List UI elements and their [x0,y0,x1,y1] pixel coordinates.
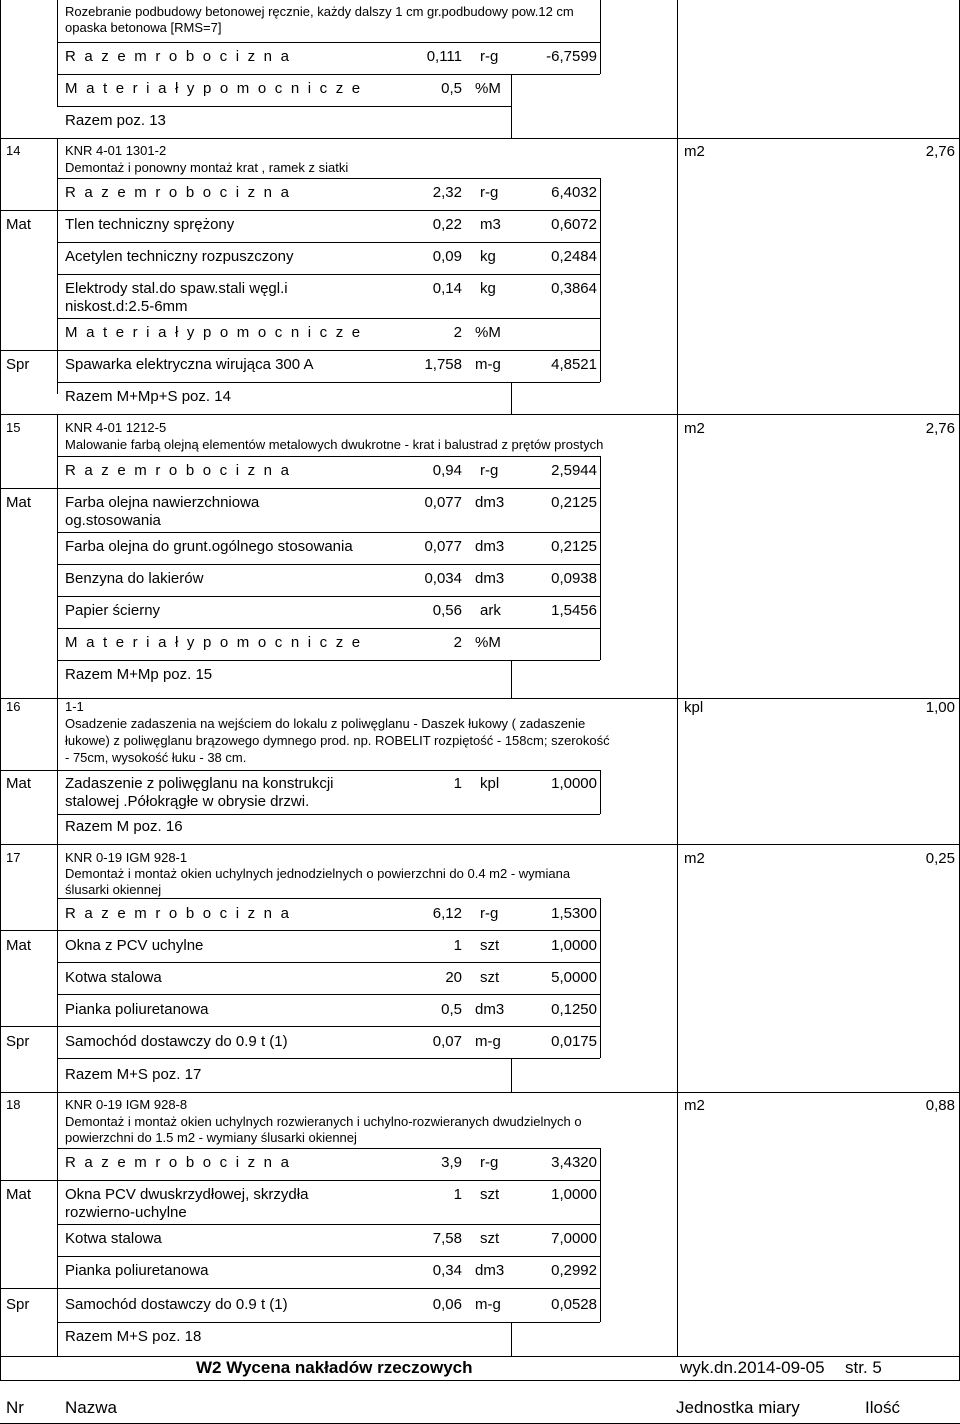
material-value: 1,0000 [551,937,597,954]
material-name: Zadaszenie z poliwęglanu na konstrukcji [65,775,334,792]
position-description: ślusarki okiennej [65,882,162,897]
labor-value: 1,5300 [551,905,597,922]
position-description: - 75cm, wysokość łuku - 38 cm. [65,750,247,765]
material-norm: 0,56 [432,602,462,619]
labor-total-label: R a z e m r o b o c i z n a [65,905,292,922]
material-norm: 0,14 [432,280,462,297]
material-name: stalowej .Półokrągłe w obrysie drzwi. [65,793,310,810]
material-name: Tlen techniczny sprężony [65,216,235,233]
position-total: Razem poz. 13 [65,112,166,129]
equipment-norm: 0,07 [432,1033,462,1050]
aux-materials-label: M a t e r i a ł y p o m o c n i c z e [65,634,363,651]
material-name: Elektrody stal.do spaw.stali węgl.i [65,280,288,297]
material-tag: Mat [6,1186,32,1203]
footer-date: wyk.dn.2014-09-05 [680,1358,825,1377]
material-norm: 0,077 [424,494,462,511]
column-header-unit: Jednostka miary [676,1398,800,1417]
material-value: 0,2484 [551,248,597,265]
position-code: KNR 4-01 1212-5 [65,420,167,435]
aux-materials-unit: %M [475,80,501,97]
equipment-value: 4,8521 [551,356,597,373]
material-norm: 0,5 [441,1001,462,1018]
position-total: Razem M+S poz. 17 [65,1066,202,1083]
material-value: 0,1250 [551,1001,597,1018]
labor-value: 6,4032 [551,184,597,201]
material-name: Pianka poliuretanowa [65,1262,209,1279]
equipment-value: 0,0528 [551,1296,597,1313]
position-unit: m2 [684,1097,705,1114]
position-quantity: 0,25 [925,850,955,867]
position-total: Razem M+Mp+S poz. 14 [65,388,231,405]
column-header-quantity: Ilość [865,1398,900,1417]
labor-unit: r-g [480,462,499,479]
position-number: 14 [6,143,21,158]
position-description: Demontaż i ponowny montaż krat , ramek z siatki [65,160,349,175]
equipment-name: Spawarka elektryczna wirująca 300 A [65,356,314,373]
equipment-tag: Spr [6,1033,30,1050]
material-name: Okna PCV dwuskrzydłowej, skrzydła [65,1186,309,1203]
labor-value: 3,4320 [551,1154,597,1171]
aux-materials-unit: %M [475,634,501,651]
equipment-norm: 0,06 [432,1296,462,1313]
labor-unit: r-g [480,1154,499,1171]
material-value: 0,2992 [551,1262,597,1279]
labor-unit: r-g [480,48,499,65]
position-total: Razem M+Mp poz. 15 [65,666,213,683]
position-quantity: 1,00 [925,699,955,716]
material-unit: dm3 [475,1001,505,1018]
labor-norm: 2,32 [432,184,462,201]
material-name: rozwierno-uchylne [65,1204,187,1221]
position-description: łukowe) z poliwęglanu brązowego dymnego prod. np. ROBELIT rozpiętość - 158cm; szerokość [65,733,610,748]
equipment-unit: m-g [475,356,501,373]
material-unit: ark [480,602,501,619]
material-value: 7,0000 [551,1230,597,1247]
material-tag: Mat [6,775,32,792]
labor-total-label: R a z e m r o b o c i z n a [65,48,292,65]
column-header-nr: Nr [6,1398,24,1417]
position-total: Razem M poz. 16 [65,818,183,835]
position-description: Malowanie farbą olejną elementów metalowych dwukrotne - krat i balustrad z prętów prostych [65,437,604,452]
labor-unit: r-g [480,184,499,201]
position-unit: m2 [684,143,705,160]
material-unit: dm3 [475,1262,505,1279]
material-tag: Mat [6,937,32,954]
material-name: Okna z PCV uchylne [65,937,204,954]
material-unit: dm3 [475,494,505,511]
position-number: 18 [6,1097,21,1112]
material-norm: 0,077 [424,538,462,555]
description-line: Rozebranie podbudowy betonowej ręcznie, każdy dalszy 1 cm gr.podbudowy pow.12 cm [65,4,574,19]
position-number: 16 [6,699,21,714]
position-code: KNR 0-19 IGM 928-1 [65,850,188,865]
material-tag: Mat [6,216,32,233]
labor-total-label: R a z e m r o b o c i z n a [65,1154,292,1171]
labor-norm: 0,111 [426,48,462,65]
material-value: 0,6072 [551,216,597,233]
position-unit: kpl [684,699,704,716]
position-unit: m2 [684,420,705,437]
material-unit: szt [480,969,500,986]
position-quantity: 0,88 [925,1097,955,1114]
material-name: Papier ścierny [65,602,161,619]
position-number: 17 [6,850,21,865]
position-description: Demontaż i montaż okien uchylnych jednodzielnych o powierzchni do 0.4 m2 - wymiana [65,866,571,881]
position-description: Osadzenie zadaszenia na wejściem do lokalu z poliwęglanu - Daszek łukowy ( zadaszenie [65,716,586,731]
material-value: 0,2125 [551,538,597,555]
position-description: powierzchni do 1.5 m2 - wymiany ślusarki okiennej [65,1130,357,1145]
material-value: 1,5456 [551,602,597,619]
material-tag: Mat [6,494,32,511]
position-code: KNR 4-01 1301-2 [65,143,167,158]
material-name: Farba olejna do grunt.ogólnego stosowania [65,538,353,555]
material-value: 1,0000 [551,1186,597,1203]
page-number: str. 5 [845,1358,882,1377]
aux-materials-label: M a t e r i a ł y p o m o c n i c z e [65,80,363,97]
aux-materials-label: M a t e r i a ł y p o m o c n i c z e [65,324,363,341]
footer-title: W2 Wycena nakładów rzeczowych [196,1358,473,1377]
material-unit: szt [480,1230,500,1247]
material-unit: kpl [480,775,500,792]
material-value: 0,3864 [551,280,597,297]
equipment-name: Samochód dostawczy do 0.9 t (1) [65,1033,288,1050]
material-norm: 1 [453,1186,462,1203]
material-unit: dm3 [475,570,505,587]
labor-unit: r-g [480,905,499,922]
labor-total-label: R a z e m r o b o c i z n a [65,462,292,479]
position-code: 1-1 [65,699,84,714]
equipment-tag: Spr [6,1296,30,1313]
labor-total-label: R a z e m r o b o c i z n a [65,184,292,201]
material-norm: 20 [445,969,462,986]
aux-materials-unit: %M [475,324,501,341]
position-unit: m2 [684,850,705,867]
equipment-unit: m-g [475,1296,501,1313]
labor-norm: 6,12 [432,905,462,922]
equipment-tag: Spr [6,356,30,373]
material-unit: szt [480,1186,500,1203]
position-quantity: 2,76 [925,143,955,160]
material-name: niskost.d:2.5-6mm [65,298,188,315]
material-norm: 7,58 [432,1230,462,1247]
aux-materials-norm: 2 [453,324,462,341]
description-line: opaska betonowa [RMS=7] [65,20,222,35]
material-unit: kg [480,248,496,265]
position-description: Demontaż i montaż okien uchylnych rozwieranych i uchylno-rozwieranych dwudzielnych o [65,1114,582,1129]
material-value: 0,2125 [551,494,597,511]
labor-norm: 3,9 [441,1154,462,1171]
material-name: Benzyna do lakierów [65,570,204,587]
material-unit: m3 [480,216,501,233]
material-norm: 1 [453,775,462,792]
labor-norm: 0,94 [432,462,462,479]
material-name: Acetylen techniczny rozpuszczony [65,248,294,265]
equipment-value: 0,0175 [551,1033,597,1050]
material-norm: 0,09 [432,248,462,265]
labor-value: -6,7599 [546,48,597,65]
material-name: Pianka poliuretanowa [65,1001,209,1018]
material-unit: dm3 [475,538,505,555]
material-unit: kg [480,280,496,297]
material-value: 0,0938 [551,570,597,587]
column-header-name: Nazwa [65,1398,117,1417]
material-norm: 0,034 [424,570,462,587]
material-norm: 0,34 [432,1262,462,1279]
position-total: Razem M+S poz. 18 [65,1328,202,1345]
equipment-unit: m-g [475,1033,501,1050]
aux-materials-norm: 0,5 [441,80,462,97]
position-code: KNR 0-19 IGM 928-8 [65,1097,188,1112]
material-norm: 1 [453,937,462,954]
aux-materials-norm: 2 [453,634,462,651]
labor-value: 2,5944 [551,462,597,479]
position-quantity: 2,76 [925,420,955,437]
material-name: Kotwa stalowa [65,969,162,986]
material-unit: szt [480,937,500,954]
material-name: Kotwa stalowa [65,1230,162,1247]
material-value: 5,0000 [551,969,597,986]
position-number: 15 [6,420,21,435]
material-name: og.stosowania [65,512,161,529]
material-norm: 0,22 [432,216,462,233]
equipment-name: Samochód dostawczy do 0.9 t (1) [65,1296,288,1313]
equipment-norm: 1,758 [424,356,462,373]
material-name: Farba olejna nawierzchniowa [65,494,260,511]
material-value: 1,0000 [551,775,597,792]
